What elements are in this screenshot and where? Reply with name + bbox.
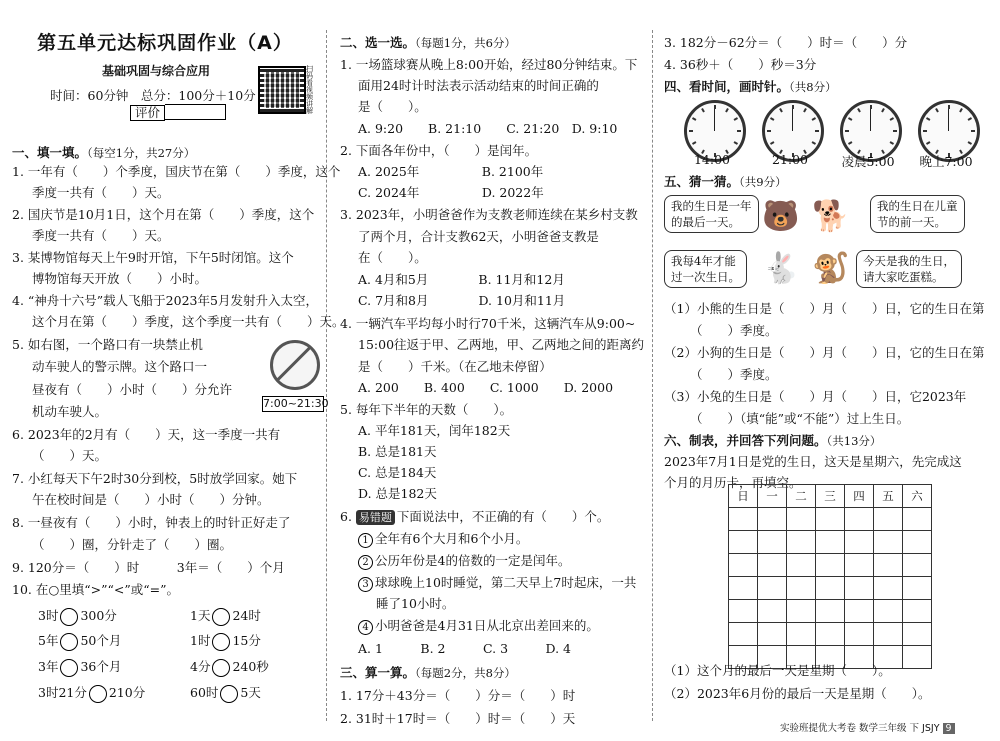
page-title: 第五单元达标巩固作业（A） bbox=[37, 32, 293, 54]
weekday-header: 五 bbox=[874, 485, 903, 508]
choice-options[interactable]: A. 1 B. 2 C. 3 D. 4 bbox=[358, 641, 572, 656]
question-line: 是（ ）。 bbox=[358, 99, 427, 114]
compare-item: 5年 50个月 bbox=[38, 632, 318, 651]
clock-tick bbox=[959, 108, 963, 112]
compare-circle[interactable] bbox=[212, 633, 230, 651]
clock-tick bbox=[689, 130, 693, 132]
section-4-heading: 四、看时间，画时针。（共8分） bbox=[664, 79, 837, 94]
calendar-row bbox=[729, 600, 932, 623]
question-line: （ ）季度。 bbox=[690, 323, 778, 338]
calendar-cell[interactable] bbox=[729, 531, 758, 554]
statement-item: 3 球球晚上10时睡觉，第二天早上7时起床，一共 bbox=[358, 574, 640, 592]
clock-tick bbox=[948, 105, 950, 109]
evaluation-input[interactable] bbox=[165, 104, 226, 120]
statement-item: 2 公历年份是4的倍数的一定是闰年。 bbox=[358, 552, 640, 570]
calendar-cell[interactable] bbox=[758, 600, 787, 623]
clock-tick bbox=[971, 130, 975, 132]
calendar-cell[interactable] bbox=[845, 531, 874, 554]
question-line: 午在校时间是（ ）小时（ ）分钟。 bbox=[32, 492, 270, 507]
weekday-header: 六 bbox=[903, 485, 932, 508]
calendar-cell[interactable] bbox=[903, 577, 932, 600]
clock-tick bbox=[725, 108, 729, 112]
choice-options[interactable]: A. 2025年 B. 2100年 bbox=[358, 164, 544, 179]
question-line: 3. 某博物馆每天上午9时开馆，下午5时闭馆。这个 bbox=[12, 250, 294, 265]
calendar-cell[interactable] bbox=[758, 508, 787, 531]
calendar-cell[interactable] bbox=[758, 531, 787, 554]
section-3-heading: 三、算一算。（每题2分，共8分） bbox=[340, 665, 516, 680]
compare-item: 4分 240秒 bbox=[190, 658, 318, 677]
calendar-cell[interactable] bbox=[787, 554, 816, 577]
clock-time-label: 21:00 bbox=[771, 152, 809, 167]
compare-circle[interactable] bbox=[60, 608, 78, 626]
question-line: （2）2023年6月份的最后一天是星期（ ）。 bbox=[664, 686, 931, 701]
choice-options[interactable]: C. 7月和8月 D. 10月和11月 bbox=[358, 293, 566, 308]
question-line: （2）小狗的生日是（ ）月（ ）日，它的生日在第 bbox=[664, 345, 985, 360]
sign-hours: 7:00~21:30 bbox=[263, 397, 329, 410]
calendar-cell[interactable] bbox=[816, 554, 845, 577]
compare-circle[interactable] bbox=[60, 633, 78, 651]
question-line: （ ）季度。 bbox=[690, 367, 778, 382]
calendar-cell[interactable] bbox=[787, 577, 816, 600]
clock-tick bbox=[803, 108, 807, 112]
clock-tick bbox=[792, 105, 794, 109]
calendar-cell[interactable] bbox=[874, 554, 903, 577]
weekday-header: 二 bbox=[787, 485, 816, 508]
calendar-cell[interactable] bbox=[845, 600, 874, 623]
clock-tick bbox=[845, 130, 849, 132]
calc-line: 2. 31时＋17时＝（ ）时＝（ ）天 bbox=[340, 711, 576, 726]
choice-options[interactable]: A. 200 B. 400 C. 1000 D. 2000 bbox=[358, 380, 614, 395]
calendar-cell[interactable] bbox=[903, 531, 932, 554]
question-line: 10. 在○里填“>”“<”或“=”。 bbox=[12, 582, 180, 597]
calendar-cell[interactable] bbox=[874, 577, 903, 600]
calendar-cell[interactable] bbox=[758, 554, 787, 577]
calendar-header-row bbox=[729, 485, 932, 508]
calendar-cell[interactable] bbox=[874, 508, 903, 531]
question-line: 季度一共有（ ）天。 bbox=[32, 228, 170, 243]
clock-tick bbox=[734, 117, 738, 121]
calendar-cell[interactable] bbox=[787, 531, 816, 554]
evaluation-box bbox=[130, 104, 318, 122]
clock-tick bbox=[812, 141, 816, 145]
clock-tick bbox=[815, 130, 819, 132]
clock-tick bbox=[848, 141, 852, 145]
question-6: 6. 易错题 下面说法中，不正确的有（ ）个。 bbox=[340, 509, 610, 524]
calendar-cell[interactable] bbox=[729, 577, 758, 600]
section-2-heading: 二、选一选。（每题1分，共6分） bbox=[340, 35, 516, 50]
question-line: 了两个月，合计支教62天，小明爸爸支教是 bbox=[358, 229, 599, 244]
column-left bbox=[12, 0, 345, 741]
calendar-cell[interactable] bbox=[758, 577, 787, 600]
speech-bubble-rabbit: 我每4年才能 过一次生日。 bbox=[664, 250, 747, 288]
question-line: 9. 120分＝（ ）时 3年＝（ ）个月 bbox=[12, 560, 285, 575]
clock-tick bbox=[812, 117, 816, 121]
choice-options[interactable]: A. 9:20 B. 21:10 C. 21:20 D. 9:10 bbox=[358, 121, 618, 136]
clock-tick bbox=[714, 105, 716, 109]
error-prone-tag: 易错题 bbox=[356, 510, 395, 525]
clock-tick bbox=[692, 117, 696, 121]
compare-item: 1时 15分 bbox=[190, 632, 318, 651]
calendar-cell[interactable] bbox=[874, 600, 903, 623]
statement-item: 1 全年有6个大月和6个小月。 bbox=[358, 530, 640, 548]
question-line: （ ）（填“能”或“不能”）过上生日。 bbox=[690, 411, 910, 426]
clock-tick bbox=[692, 141, 696, 145]
footer-text: 实验班提优大考卷 数学三年级 下 JSJY bbox=[780, 723, 940, 734]
qr-note: 扫码看视频讲解 bbox=[306, 65, 313, 115]
choice-options[interactable]: C. 2024年 D. 2022年 bbox=[358, 185, 544, 200]
page-subtitle: 基础巩固与综合应用 bbox=[102, 64, 211, 78]
minute-hand bbox=[948, 109, 949, 131]
choice-options[interactable]: A. 平年181天，闰年182天 bbox=[358, 423, 511, 438]
question-line: 1. 一年有（ ）个季度，国庆节在第（ ）季度，这个 bbox=[12, 164, 341, 179]
calendar-cell[interactable] bbox=[787, 600, 816, 623]
page-footer bbox=[780, 720, 955, 734]
clock-tick bbox=[779, 108, 783, 112]
evaluation-label: 评价 bbox=[130, 105, 165, 121]
clock-tick bbox=[968, 117, 972, 121]
calendar-cell[interactable] bbox=[729, 600, 758, 623]
page-number: 9 bbox=[943, 723, 955, 734]
question-line: 这个月在第（ ）季度，这个季度一共有（ ）天。 bbox=[32, 314, 345, 329]
clock-tick bbox=[923, 130, 927, 132]
clock-tick bbox=[926, 141, 930, 145]
question-line: 5. 如右图，一个路口有一块禁止机 bbox=[12, 337, 203, 352]
calendar-row bbox=[729, 577, 932, 600]
compare-item: 1天 24时 bbox=[190, 607, 318, 626]
question-line: 机动车驶人。 bbox=[32, 404, 108, 419]
clock-tick bbox=[881, 108, 885, 112]
no-vehicle-sign bbox=[262, 340, 329, 412]
question-line: 8. 一昼夜有（ ）小时，钟表上的时针正好走了 bbox=[12, 515, 291, 530]
choice-options[interactable]: C. 总是184天 bbox=[358, 465, 437, 480]
question-line: （ ）天。 bbox=[32, 448, 108, 463]
column-divider bbox=[652, 30, 653, 721]
no-entry-icon bbox=[270, 340, 320, 390]
question-line: 博物馆每天开放（ ）小时。 bbox=[32, 271, 208, 286]
question-line: 2023年7月1日是党的生日，这天是星期六，先完成这 bbox=[664, 454, 962, 469]
section-1-heading: 一、填一填。（每空1分，共27分） bbox=[12, 145, 196, 160]
time-score-info: 时间：60分钟 总分：100分＋10分 bbox=[50, 88, 256, 103]
speech-bubble-monkey: 今天是我的生日， 请大家吃蛋糕。 bbox=[856, 250, 962, 288]
compare-item: 60时 5天 bbox=[190, 684, 318, 703]
speech-bubble-bear: 我的生日是一年 的最后一天。 bbox=[664, 195, 759, 233]
calendar-cell[interactable] bbox=[816, 508, 845, 531]
clock-time-label: 凌晨5:00 bbox=[841, 154, 895, 169]
section-6-heading: 六、制表，并回答下列问题。（共13分） bbox=[664, 433, 882, 448]
compare-circle[interactable] bbox=[60, 659, 78, 677]
question-line: 动车驶人的警示牌。这个路口一 bbox=[32, 359, 208, 374]
question-line: （3）小兔的生日是（ ）月（ ）日，它2023年 bbox=[664, 389, 967, 404]
clock-tick bbox=[968, 141, 972, 145]
compare-circle[interactable] bbox=[212, 608, 230, 626]
question-line: （ ）圈，分针走了（ ）圈。 bbox=[32, 537, 233, 552]
question-line: 昼夜有（ ）小时（ ）分允许 bbox=[32, 382, 233, 397]
calendar-cell[interactable] bbox=[845, 623, 874, 646]
calendar-cell[interactable] bbox=[787, 508, 816, 531]
calendar-cell[interactable] bbox=[816, 531, 845, 554]
calendar-cell[interactable] bbox=[729, 554, 758, 577]
calendar-cell[interactable] bbox=[874, 623, 903, 646]
column-divider bbox=[326, 30, 327, 721]
clock-tick bbox=[890, 117, 894, 121]
calendar-row bbox=[729, 623, 932, 646]
calendar-row bbox=[729, 531, 932, 554]
question-line: 3. 2023年，小明爸爸作为支教老师连续在某乡村支教 bbox=[340, 207, 638, 222]
calc-line: 1. 17分＋43分＝（ ）分＝（ ）时 bbox=[340, 688, 576, 703]
minute-hand bbox=[714, 109, 715, 131]
calendar-cell[interactable] bbox=[758, 623, 787, 646]
question-line: 2. 国庆节是10月1日，这个月在第（ ）季度，这个 bbox=[12, 207, 315, 222]
clock-tick bbox=[767, 130, 771, 132]
clock-time-label: 14:00 bbox=[693, 152, 731, 167]
monkey-icon: 🐒 bbox=[812, 251, 850, 286]
question-line: 季度一共有（ ）天。 bbox=[32, 185, 170, 200]
dog-icon: 🐕 bbox=[812, 199, 850, 234]
clock-tick bbox=[890, 141, 894, 145]
question-line: 15:00往返于甲、乙两地，甲、乙两地之间的距离约 bbox=[358, 337, 645, 352]
calendar-cell[interactable] bbox=[845, 577, 874, 600]
statement-item: 睡了10小时。 bbox=[376, 596, 455, 611]
calendar-cell[interactable] bbox=[816, 600, 845, 623]
clock-tick bbox=[734, 141, 738, 145]
calendar-cell[interactable] bbox=[845, 554, 874, 577]
statement-item: 4 小明爸爸是4月31日从北京出差回来的。 bbox=[358, 617, 640, 635]
clock-tick bbox=[770, 141, 774, 145]
speech-bubble-dog: 我的生日在儿童 节的前一天。 bbox=[870, 195, 965, 233]
calendar-row bbox=[729, 554, 932, 577]
bear-icon: 🐻 bbox=[762, 199, 800, 234]
question-line: 7. 小红每天下午2时30分到校，5时放学回家。她下 bbox=[12, 471, 298, 486]
rabbit-icon: 🐇 bbox=[762, 251, 800, 286]
minute-hand bbox=[870, 109, 871, 131]
question-line: 是（ ）千米。（在乙地未停留） bbox=[358, 359, 552, 374]
clock-tick bbox=[737, 130, 741, 132]
calendar-cell[interactable] bbox=[816, 623, 845, 646]
choice-options[interactable]: A. 4月和5月 B. 11月和12月 bbox=[358, 272, 565, 287]
calendar-table bbox=[728, 484, 932, 669]
question-line: （1）小熊的生日是（ ）月（ ）日，它的生日在第 bbox=[664, 301, 985, 316]
clock-tick bbox=[935, 108, 939, 112]
compare-item: 3时 300分 bbox=[38, 607, 318, 626]
calc-line: 4. 36秒＋（ ）秒＝3分 bbox=[664, 57, 817, 72]
clock-tick bbox=[848, 117, 852, 121]
calendar-cell[interactable] bbox=[874, 531, 903, 554]
question-line: （1）这个月的最后一天是星期（ ）。 bbox=[664, 663, 891, 678]
compare-circle[interactable] bbox=[212, 659, 230, 677]
calendar-cell[interactable] bbox=[845, 508, 874, 531]
compare-item: 3时21分 210分 bbox=[38, 684, 318, 703]
compare-item: 3年 36个月 bbox=[38, 658, 318, 677]
question-line: 1. 一场篮球赛从晚上8:00开始，经过80分钟结束。下 bbox=[340, 57, 638, 72]
calendar-cell[interactable] bbox=[787, 623, 816, 646]
section-5-heading: 五、猜一猜。（共9分） bbox=[664, 174, 787, 189]
question-line: 面用24时计时法表示活动结束的时间正确的 bbox=[358, 78, 599, 93]
weekday-header: 三 bbox=[816, 485, 845, 508]
weekday-header: 日 bbox=[729, 485, 758, 508]
calendar-cell[interactable] bbox=[729, 623, 758, 646]
clock-tick bbox=[857, 108, 861, 112]
weekday-header: 一 bbox=[758, 485, 787, 508]
clock-tick bbox=[870, 105, 872, 109]
calendar-row bbox=[729, 508, 932, 531]
calendar-cell[interactable] bbox=[903, 508, 932, 531]
compare-circle[interactable] bbox=[89, 685, 107, 703]
choice-options[interactable]: D. 总是182天 bbox=[358, 486, 437, 501]
clock-tick bbox=[701, 108, 705, 112]
calc-line: 3. 182分－62分＝（ ）时＝（ ）分 bbox=[664, 35, 908, 50]
clock-time-label: 晚上7:00 bbox=[919, 154, 973, 169]
question-line: 个月的月历卡，再填空。 bbox=[664, 475, 802, 490]
calendar-cell[interactable] bbox=[903, 554, 932, 577]
compare-circle[interactable] bbox=[220, 685, 238, 703]
column-right bbox=[664, 0, 990, 741]
calendar-cell[interactable] bbox=[729, 508, 758, 531]
clock-tick bbox=[926, 117, 930, 121]
weekday-header: 四 bbox=[845, 485, 874, 508]
question-line: 4. “神舟十六号”载人飞船于2023年5月发射升入太空， bbox=[12, 293, 318, 308]
question-line: 4. 一辆汽车平均每小时行70千米，这辆汽车从9:00~ bbox=[340, 316, 636, 331]
minute-hand bbox=[792, 109, 793, 131]
question-line: 2. 下面各年份中，（ ）是闰年。 bbox=[340, 143, 538, 158]
clock-tick bbox=[770, 117, 774, 121]
question-line: 6. 2023年的2月有（ ）天，这一季度一共有 bbox=[12, 427, 281, 442]
question-line: 在（ ）。 bbox=[358, 250, 427, 265]
calendar-cell[interactable] bbox=[903, 600, 932, 623]
column-middle bbox=[340, 0, 645, 741]
calendar-cell[interactable] bbox=[816, 577, 845, 600]
clock-tick bbox=[893, 130, 897, 132]
choice-options[interactable]: B. 总是181天 bbox=[358, 444, 437, 459]
calendar-cell[interactable] bbox=[903, 623, 932, 646]
question-line: 5. 每年下半年的天数（ ）。 bbox=[340, 402, 513, 417]
